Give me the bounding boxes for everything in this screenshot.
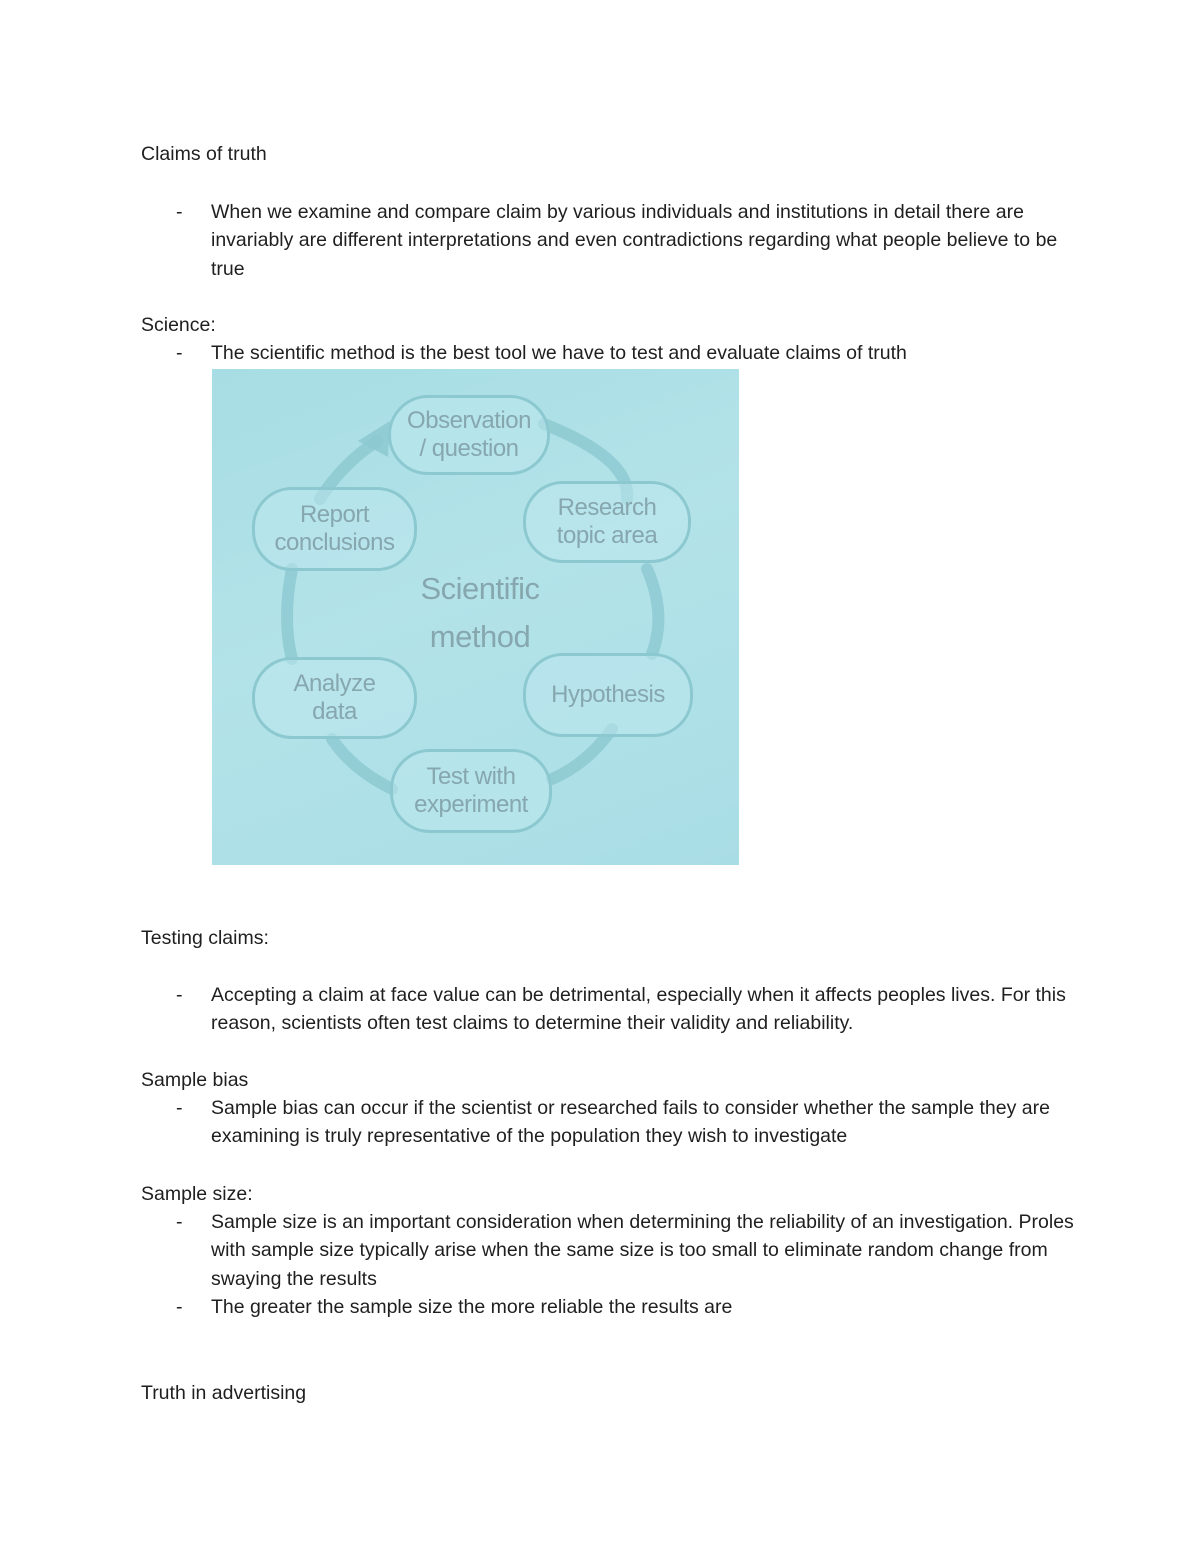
bullet-marker: - — [176, 1097, 183, 1119]
bullet-text: Sample bias can occur if the scientist or researched fails to consider whether the sample they are examining is truly representative of the population they wish to investigate — [211, 1097, 1050, 1148]
bullet-marker: - — [176, 984, 183, 1006]
node-test: Test with experiment — [390, 749, 552, 833]
heading-truth-in-advertising: Truth in advertising — [141, 1382, 307, 1404]
heading-sample-size: Sample size: — [141, 1183, 253, 1205]
heading-sample-bias: Sample bias — [141, 1069, 249, 1091]
bullet-marker: - — [176, 201, 183, 223]
heading-science: Science: — [141, 314, 216, 336]
bullet-marker: - — [176, 1211, 183, 1233]
bullet-text: The greater the sample size the more reliable the results are — [211, 1296, 733, 1318]
diagram-center-label: Scientific method — [420, 571, 540, 654]
heading-claims-of-truth: Claims of truth — [141, 143, 267, 165]
node-research: Research topic area — [523, 481, 691, 563]
bullet-text: When we examine and compare claim by various individuals and institutions in detail there are invariably are different interpretations and even contradictions regarding what people believe to be true — [211, 201, 1058, 280]
bullet-item — [141, 1208, 1081, 1293]
node-report: Report conclusions — [252, 487, 417, 571]
scientific-method-diagram — [212, 369, 739, 865]
bullet-item — [141, 1094, 1081, 1151]
node-observation: Observation / question — [388, 395, 550, 475]
node-analyze: Analyze data — [252, 657, 417, 739]
bullet-marker: - — [176, 342, 183, 364]
node-hypothesis: Hypothesis — [523, 653, 693, 737]
bullet-item — [141, 1293, 1081, 1321]
bullet-item — [141, 339, 1081, 367]
bullet-item — [141, 981, 1081, 1038]
heading-testing-claims: Testing claims: — [141, 927, 269, 949]
bullet-marker: - — [176, 1296, 183, 1318]
bullet-text: The scientific method is the best tool we have to test and evaluate claims of truth — [211, 342, 907, 364]
bullet-item — [141, 198, 1081, 283]
bullet-text: Accepting a claim at face value can be detrimental, especially when it affects peoples lives. For this reason, scientists often test claims to determine their validity and reliability. — [211, 984, 1066, 1035]
bullet-text: Sample size is an important consideration when determining the reliability of an investigation. Proles with sample size typically arise when the same size is too small to eliminate random change from swaying the results — [211, 1211, 1074, 1290]
